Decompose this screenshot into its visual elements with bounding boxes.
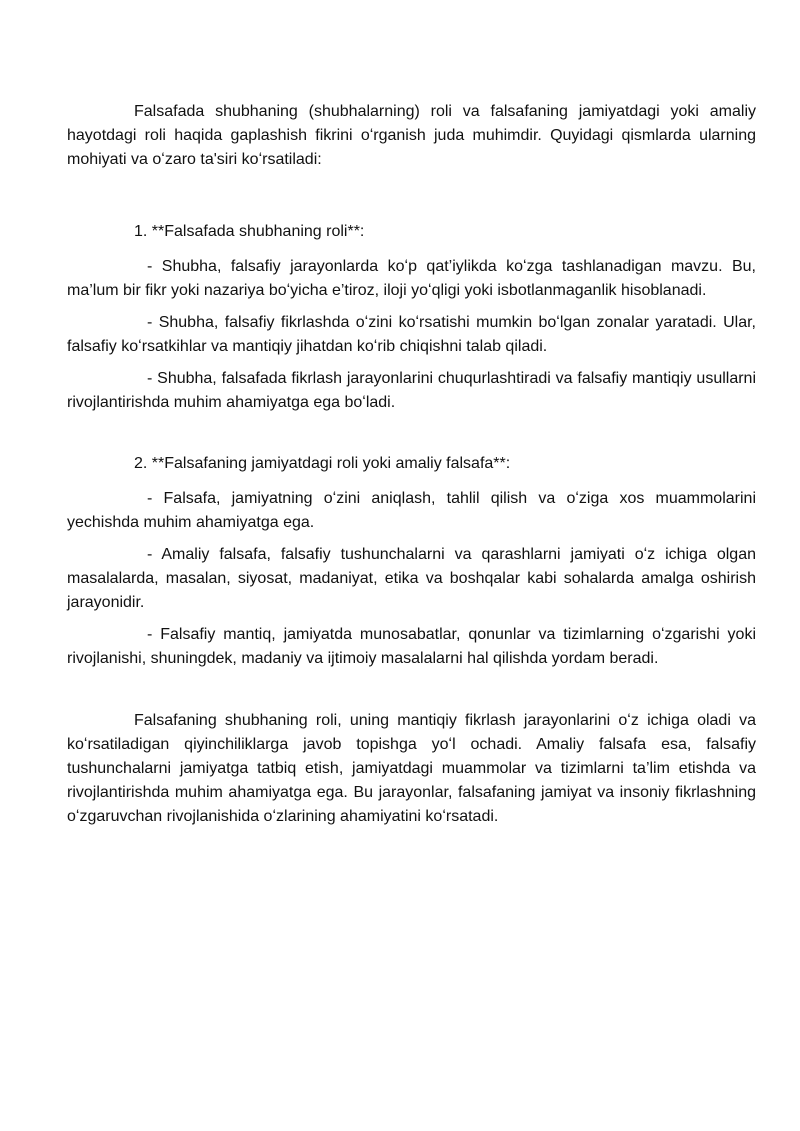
section-heading-2: 2. **Falsafaning jamiyatdagi roli yoki amaliy falsafa**:: [134, 455, 511, 472]
list-item: - Shubha, falsafada fikrlash jarayonlarini chuqurlashtiradi va falsafiy mantiqiy usullarni rivojlantirishda muhim ahamiyatga ega boʻladi.: [67, 370, 756, 411]
list-item: - Falsafa, jamiyatning oʻzini aniqlash, tahlil qilish va oʻziga xos muammolarini yechishda muhim ahamiyatga ega.: [67, 490, 756, 531]
list-item: - Falsafiy mantiq, jamiyatda munosabatlar, qonunlar va tizimlarning oʻzgarishi yoki rivojlanishi, shuningdek, madaniy va ijtimoiy masalalarni hal qilishda yordam beradi.: [67, 626, 756, 667]
list-item: - Shubha, falsafiy fikrlashda oʻzini koʻrsatishi mumkin boʻlgan zonalar yaratadi. Ular, falsafiy koʻrsatkihlar va mantiqiy jihatdan koʻrib chiqishni talab qiladi.: [67, 314, 756, 355]
list-item: - Shubha, falsafiy jarayonlarda koʻp qat’iylikda koʻzga tashlanadigan mavzu. Bu, ma’lum bir fikr yoki nazariya boʻyicha e’tiroz, iloji yoʻqligi yoki isbotlanmaganlik hisoblanadi.: [67, 258, 756, 299]
list-item: - Amaliy falsafa, falsafiy tushunchalarni va qarashlarni jamiyati oʻz ichiga olgan masalalarda, masalan, siyosat, madaniyat, etika va boshqalar kabi sohalarda amalga oshirish jarayonidir.: [67, 546, 756, 611]
document-page: [67, 100, 756, 829]
intro-paragraph: Falsafada shubhaning (shubhalarning) roli va falsafaning jamiyatdagi yoki amaliy hayotdagi roli haqida gaplashish fikrini oʻrganish juda muhimdir. Quyidagi qismlarda ularning mohiyati va oʻzaro ta'siri koʻrsatiladi:: [67, 103, 756, 168]
conclusion-paragraph: Falsafaning shubhaning roli, uning mantiqiy fikrlash jarayonlarini oʻz ichiga oladi va koʻrsatiladigan qiyinchiliklarga javob topishga yoʻl ochadi. Amaliy falsafa esa, falsafiy tushunchalarni jamiyatga tatbiq etish, jamiyatdagi muammolar va tizimlarni ta’lim etishda va rivojlantirishda muhim ahamiyatga ega. Bu jarayonlar, falsafaning jamiyat va insoniy fikrlashning oʻzgaruvchan rivojlanishida oʻzlarining ahamiyatini koʻrsatadi.: [67, 712, 756, 825]
section-heading-1: 1. **Falsafada shubhaning roli**:: [134, 223, 365, 240]
